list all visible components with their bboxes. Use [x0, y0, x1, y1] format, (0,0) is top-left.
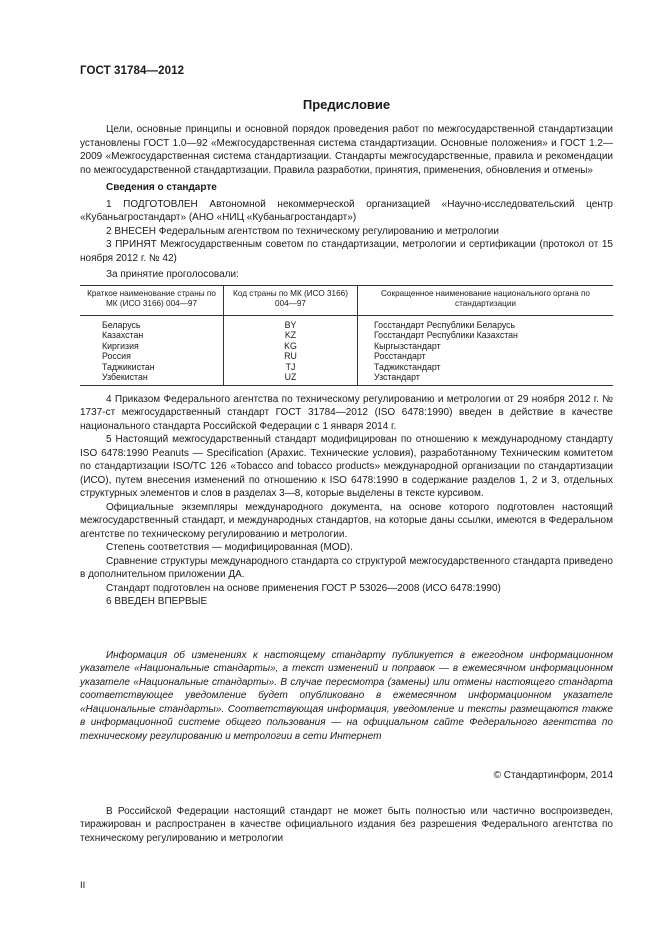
standards-body: Кыргызстандарт — [358, 341, 614, 352]
structure-comparison-paragraph: Сравнение структуры международного стандарта со структурой межгосударственного стандарта приведено в дополнительном приложении ДА. — [80, 555, 613, 580]
table-header-row — [80, 285, 613, 315]
country-name: Узбекистан — [80, 372, 224, 385]
table-row — [80, 372, 613, 385]
country-code: BY — [224, 315, 358, 330]
item-introduced: 6 ВВЕДЕН ВПЕРВЫЕ — [106, 596, 208, 607]
column-header-organization: Сокращенное наименование национального органа по стандартизации — [358, 285, 614, 315]
country-code: KZ — [224, 330, 358, 341]
countries-table — [80, 285, 613, 386]
copyright: © Стандартинформ, 2014 — [493, 770, 613, 781]
degree-paragraph: Степень соответствия — модифицированная (MOD). — [106, 542, 353, 553]
page-title: Предисловие — [302, 97, 391, 112]
item-modified: 5 Настоящий межгосударственный стандарт модифицирован по отношению к международному стандарту ISO 6478:1990 Peanuts — Specification (Арахис. Технические условия), разработанному Техническим комитетом по стандартизации ISO/TC 126 «Tobacco and tobacco products» международной организации по стандартизации (ИСО), путем внесения изменений по отношению к ISO 6478:1990 в содержание разделов 1, 2 и 3, отдельных структурных элементов и слов в разделах 3—8, которые выделены в тексте курсивом. — [80, 434, 613, 499]
table-row — [80, 341, 613, 352]
prepared-basis-paragraph: Стандарт подготовлен на основе применения ГОСТ Р 53026—2008 (ИСО 6478:1990) — [106, 582, 501, 594]
table-row — [80, 315, 613, 330]
change-info-notice: Информация об изменениях к настоящему стандарту публикуется в ежегодном информационном указателе «Национальные стандарты», а текст изменений и поправок — в ежемесячном информационном указателе «Национальные стандарты». В случае пересмотра (замены) или отмены настоящего стандарта соответствующее уведомление будет опубликовано в ежемесячном информационном указателе «Национальные стандарты». Соответствующая информация, уведомление и тексты размещаются также в информационной системе общего пользования — на официальном сайте Федерального агентства по техническому регулированию и метрологии в сети Интернет — [80, 649, 613, 742]
column-header-code: Код страны по МК (ИСО 3166) 004—97 — [224, 285, 358, 315]
country-name: Беларусь — [102, 319, 141, 330]
country-name: Казахстан — [102, 330, 144, 340]
standards-body: Росстандарт — [358, 351, 614, 362]
country-code: TJ — [224, 362, 358, 373]
country-code: RU — [224, 351, 358, 362]
reproduction-notice-block — [80, 805, 613, 846]
country-name: Россия — [102, 351, 131, 361]
reproduction-notice: В Российской Федерации настоящий стандарт не может быть полностью или частично воспроизведен, тиражирован и распространен в качестве официального издания без разрешения Федерального агентства по техническому регулированию и метрологии — [80, 805, 613, 844]
country-name: Киргизия — [102, 340, 139, 351]
page-number: II — [80, 880, 86, 891]
item-enacted: 4 Приказом Федерального агентства по техническому регулированию и метрологии от 29 ноября 2012 г. № 1737-ст межгосударственный стандарт ГОСТ 31784—2012 (ISO 6478:1990) введен в действие в качестве национального стандарта Российской Федерации с 1 января 2014 г. — [80, 393, 613, 432]
table-row — [80, 351, 613, 362]
country-code: UZ — [224, 372, 358, 385]
page-content — [80, 90, 613, 845]
standards-body: Узстандарт — [358, 372, 614, 385]
section-heading: Сведения о стандарте — [106, 182, 217, 193]
change-info-block — [80, 649, 613, 744]
intro-paragraph: Цели, основные принципы и основной порядок проведения работ по межгосударственной стандартизации установлены ГОСТ 1.0—92 «Межгосударственная система стандартизации. Основные положения» и ГОСТ 1.2—2009 «Межгосударственная система стандартизации. Стандарты межгосударственные, правила и рекомендации по межгосударственной стандартизации. Правила разработки, принятия, применения, обновления и отмены» — [80, 124, 613, 176]
item-submitted: 2 ВНЕСЕН Федеральным агентством по техническому регулированию и метрологии — [106, 225, 499, 237]
table-row — [80, 330, 613, 341]
standards-body: Таджикстандарт — [358, 362, 614, 373]
country-code: KG — [224, 341, 358, 352]
item-prepared: 1 ПОДГОТОВЛЕН Автономной некоммерческой организацией «Научно-исследовательский центр «Кубаньагростандарт» (АНО «НИЦ «Кубаньагростандарт») — [80, 198, 613, 223]
country-name: Таджикистан — [102, 361, 155, 372]
standards-body: Госстандарт Республики Казахстан — [358, 330, 614, 341]
voted-label: За принятие проголосовали: — [106, 269, 239, 280]
item-adopted: 3 ПРИНЯТ Межгосударственным советом по стандартизации, метрологии и сертификации (протокол от 15 ноября 2012 г. № 42) — [80, 239, 613, 264]
table-row — [80, 362, 613, 373]
official-copies-paragraph: Официальные экземпляры международного документа, на основе которого подготовлен настоящий межгосударственный стандарт, и международных стандартов, на которые даны ссылки, имеются в Федеральном агентстве по техническому регулированию и метрологии. — [80, 501, 613, 540]
standards-body: Госстандарт Республики Беларусь — [358, 315, 614, 330]
document-header: ГОСТ 31784—2012 — [80, 65, 185, 77]
column-header-country: Краткое наименование страны по МК (ИСО 3166) 004—97 — [80, 285, 224, 315]
